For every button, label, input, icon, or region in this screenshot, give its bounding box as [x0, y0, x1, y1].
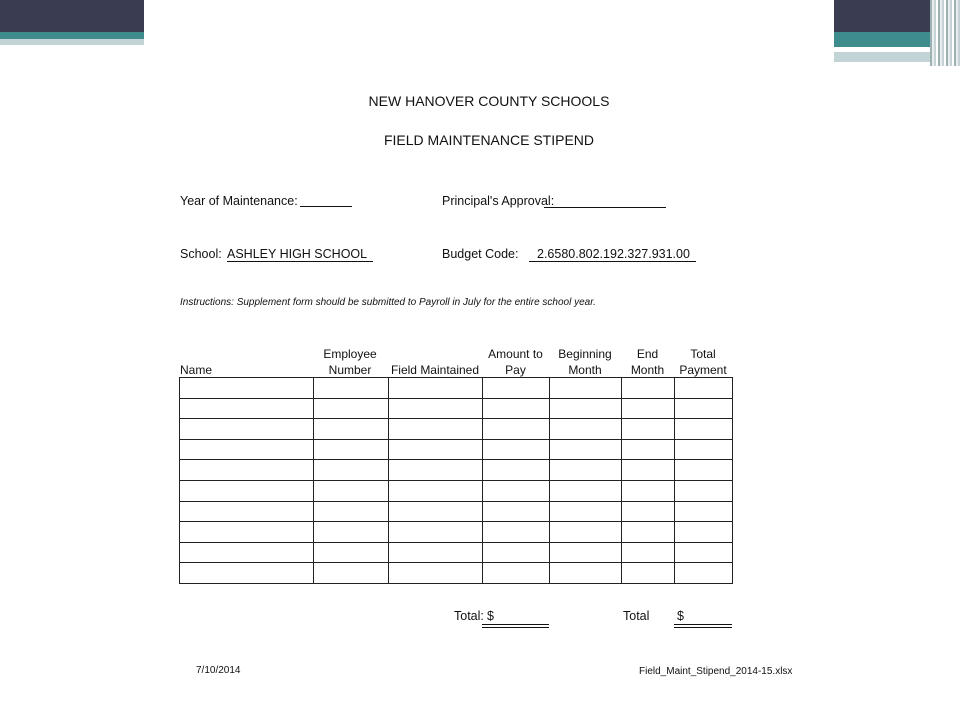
table-cell — [675, 378, 733, 399]
table-cell — [483, 542, 550, 563]
table-row — [180, 398, 733, 419]
table-cell — [314, 460, 389, 481]
table-row — [180, 378, 733, 399]
table-cell — [389, 439, 483, 460]
stipend-table — [179, 377, 733, 584]
table-cell — [550, 501, 622, 522]
table-row — [180, 480, 733, 501]
table-cell — [622, 480, 675, 501]
total-payment-line — [674, 624, 732, 628]
table-cell — [314, 542, 389, 563]
table-cell — [483, 378, 550, 399]
table-cell — [314, 398, 389, 419]
table-cell — [389, 398, 483, 419]
slide-stripes — [930, 0, 960, 66]
table-cell — [389, 522, 483, 543]
table-cell — [180, 398, 314, 419]
table-cell — [314, 501, 389, 522]
table-cell — [675, 460, 733, 481]
table-cell — [389, 480, 483, 501]
col-header-beginning-month: Beginning Month — [558, 347, 612, 377]
table-cell — [550, 522, 622, 543]
total-currency-payment: $ — [677, 609, 684, 623]
table-cell — [550, 563, 622, 584]
stipend-form-document — [144, 0, 834, 720]
table-cell — [622, 419, 675, 440]
table-row — [180, 419, 733, 440]
budget-label: Budget Code: — [442, 247, 519, 261]
table-cell — [622, 542, 675, 563]
table-cell — [675, 439, 733, 460]
table-cell — [550, 460, 622, 481]
table-cell — [550, 439, 622, 460]
table-cell — [180, 480, 314, 501]
slide-corner-dark-right — [834, 0, 938, 32]
table-cell — [180, 522, 314, 543]
approval-label: Principal's Approval: — [442, 194, 555, 208]
table-cell — [389, 501, 483, 522]
table-cell — [622, 501, 675, 522]
table-cell — [180, 378, 314, 399]
table-cell — [675, 501, 733, 522]
table-cell — [180, 563, 314, 584]
col-header-field-maintained: Field Maintained — [390, 363, 480, 377]
table-cell — [675, 542, 733, 563]
table-row — [180, 501, 733, 522]
table-cell — [180, 542, 314, 563]
table-cell — [483, 398, 550, 419]
table-cell — [314, 378, 389, 399]
table-cell — [622, 378, 675, 399]
table-cell — [180, 439, 314, 460]
table-cell — [180, 419, 314, 440]
table-cell — [389, 563, 483, 584]
footer-filename: Field_Maint_Stipend_2014-15.xlsx — [639, 666, 793, 677]
table-cell — [550, 419, 622, 440]
table-cell — [675, 480, 733, 501]
table-cell — [483, 501, 550, 522]
table-cell — [550, 398, 622, 419]
school-value: ASHLEY HIGH SCHOOL — [227, 247, 373, 262]
table-cell — [483, 563, 550, 584]
budget-code-value: 2.6580.802.192.327.931.00 — [529, 247, 696, 262]
table-cell — [675, 398, 733, 419]
org-title: NEW HANOVER COUNTY SCHOOLS — [368, 93, 610, 109]
table-cell — [675, 419, 733, 440]
total-label-payment: Total — [623, 609, 650, 623]
table-cell — [550, 378, 622, 399]
table-row — [180, 522, 733, 543]
table-cell — [389, 419, 483, 440]
slide-corner-light-left — [0, 39, 144, 45]
table-cell — [622, 563, 675, 584]
col-header-total-payment: Total Payment — [679, 347, 727, 377]
slide-corner-teal-left — [0, 32, 144, 39]
year-field-line — [300, 206, 352, 207]
year-label: Year of Maintenance: — [180, 194, 298, 208]
table-cell — [314, 563, 389, 584]
table-cell — [389, 378, 483, 399]
table-row — [180, 542, 733, 563]
slide-corner-dark-left — [0, 0, 144, 32]
col-header-employee-number: Employee Number — [323, 347, 377, 377]
table-cell — [483, 522, 550, 543]
table-cell — [550, 542, 622, 563]
table-cell — [622, 522, 675, 543]
slide-corner-light-right — [834, 52, 938, 62]
instructions-text: Instructions: Supplement form should be submitted to Payroll in July for the entire school year. — [180, 297, 596, 308]
table-row — [180, 460, 733, 481]
total-label-amount: Total: — [454, 609, 484, 623]
table-cell — [180, 460, 314, 481]
table-cell — [314, 522, 389, 543]
table-cell — [483, 480, 550, 501]
footer-date: 7/10/2014 — [196, 665, 241, 676]
table-cell — [622, 439, 675, 460]
total-currency-amount: $ — [487, 609, 494, 623]
col-header-name: Name — [180, 363, 213, 377]
table-cell — [314, 419, 389, 440]
table-cell — [389, 542, 483, 563]
table-cell — [314, 480, 389, 501]
table-cell — [389, 460, 483, 481]
table-cell — [675, 522, 733, 543]
total-amount-line — [482, 624, 549, 628]
table-cell — [550, 480, 622, 501]
school-label: School: — [180, 247, 222, 261]
table-cell — [483, 460, 550, 481]
table-row — [180, 439, 733, 460]
table-cell — [675, 563, 733, 584]
table-cell — [180, 501, 314, 522]
table-cell — [314, 439, 389, 460]
form-title: FIELD MAINTENANCE STIPEND — [383, 132, 595, 148]
table-row — [180, 563, 733, 584]
table-cell — [622, 398, 675, 419]
slide-corner-teal-right — [834, 32, 938, 47]
col-header-amount-to-pay: Amount to Pay — [488, 347, 543, 377]
table-cell — [483, 419, 550, 440]
col-header-end-month: End Month — [630, 347, 665, 377]
approval-field-line — [544, 207, 666, 208]
table-cell — [622, 460, 675, 481]
table-cell — [483, 439, 550, 460]
